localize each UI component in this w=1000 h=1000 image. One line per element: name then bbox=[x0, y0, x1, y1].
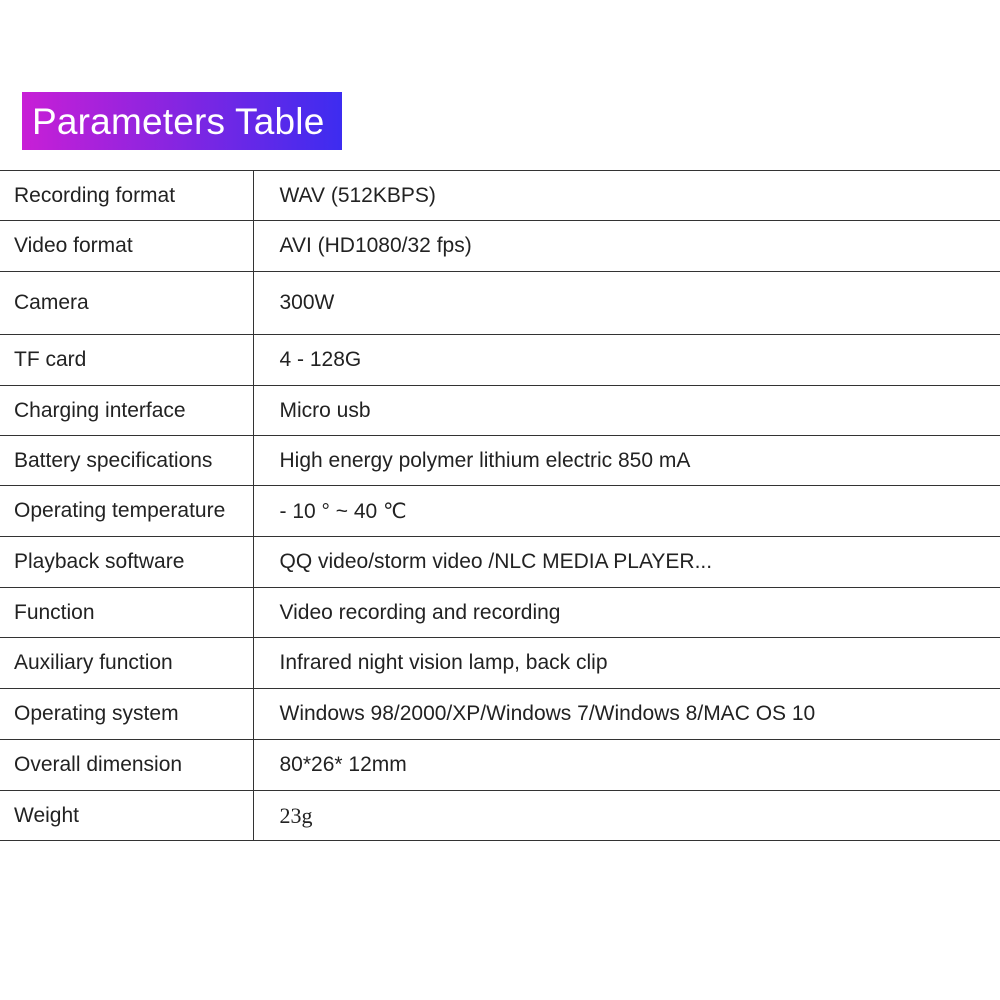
param-value: QQ video/storm video /NLC MEDIA PLAYER... bbox=[279, 550, 713, 573]
table-row bbox=[0, 537, 1000, 588]
param-value: - 10 ° ~ 40 ℃ bbox=[279, 499, 407, 523]
param-value: Windows 98/2000/XP/Windows 7/Windows 8/MAC OS 10 bbox=[279, 702, 816, 725]
param-label: Recording format bbox=[0, 171, 253, 221]
param-label: Operating system bbox=[0, 689, 253, 740]
page-title: Parameters Table bbox=[32, 100, 325, 142]
param-value: 23g bbox=[279, 802, 313, 828]
table-row bbox=[0, 272, 1000, 335]
param-value: WAV (512KBPS) bbox=[279, 183, 436, 207]
param-label: Function bbox=[0, 588, 253, 638]
table-row bbox=[0, 171, 1000, 221]
table-row bbox=[0, 335, 1000, 386]
parameters-table bbox=[0, 170, 1000, 841]
param-value: AVI (HD1080/32 fps) bbox=[279, 234, 472, 257]
param-label: Overall dimension bbox=[0, 740, 253, 791]
param-label: Weight bbox=[0, 791, 253, 841]
param-label: Operating temperature bbox=[0, 486, 253, 537]
param-label: Camera bbox=[0, 272, 253, 335]
param-label: Playback software bbox=[0, 537, 253, 588]
param-label: Battery specifications bbox=[0, 436, 253, 486]
table-row bbox=[0, 689, 1000, 740]
param-value: Video recording and recording bbox=[279, 600, 561, 624]
param-value: High energy polymer lithium electric 850 mA bbox=[279, 448, 691, 472]
table-row bbox=[0, 740, 1000, 791]
param-label: Auxiliary function bbox=[0, 638, 253, 689]
table-row bbox=[0, 588, 1000, 638]
param-value: 80*26* 12mm bbox=[279, 753, 407, 776]
table-row bbox=[0, 221, 1000, 272]
param-label: Video format bbox=[0, 221, 253, 272]
table-row bbox=[0, 386, 1000, 436]
title-banner bbox=[22, 92, 342, 150]
param-value: Micro usb bbox=[279, 398, 371, 422]
table-row bbox=[0, 638, 1000, 689]
param-value: 300W bbox=[279, 291, 335, 314]
param-label: Charging interface bbox=[0, 386, 253, 436]
table-row bbox=[0, 436, 1000, 486]
param-label: TF card bbox=[0, 335, 253, 386]
param-value: 4 - 128G bbox=[279, 348, 362, 371]
table-row bbox=[0, 791, 1000, 841]
table-row bbox=[0, 486, 1000, 537]
param-value: Infrared night vision lamp, back clip bbox=[279, 651, 608, 674]
